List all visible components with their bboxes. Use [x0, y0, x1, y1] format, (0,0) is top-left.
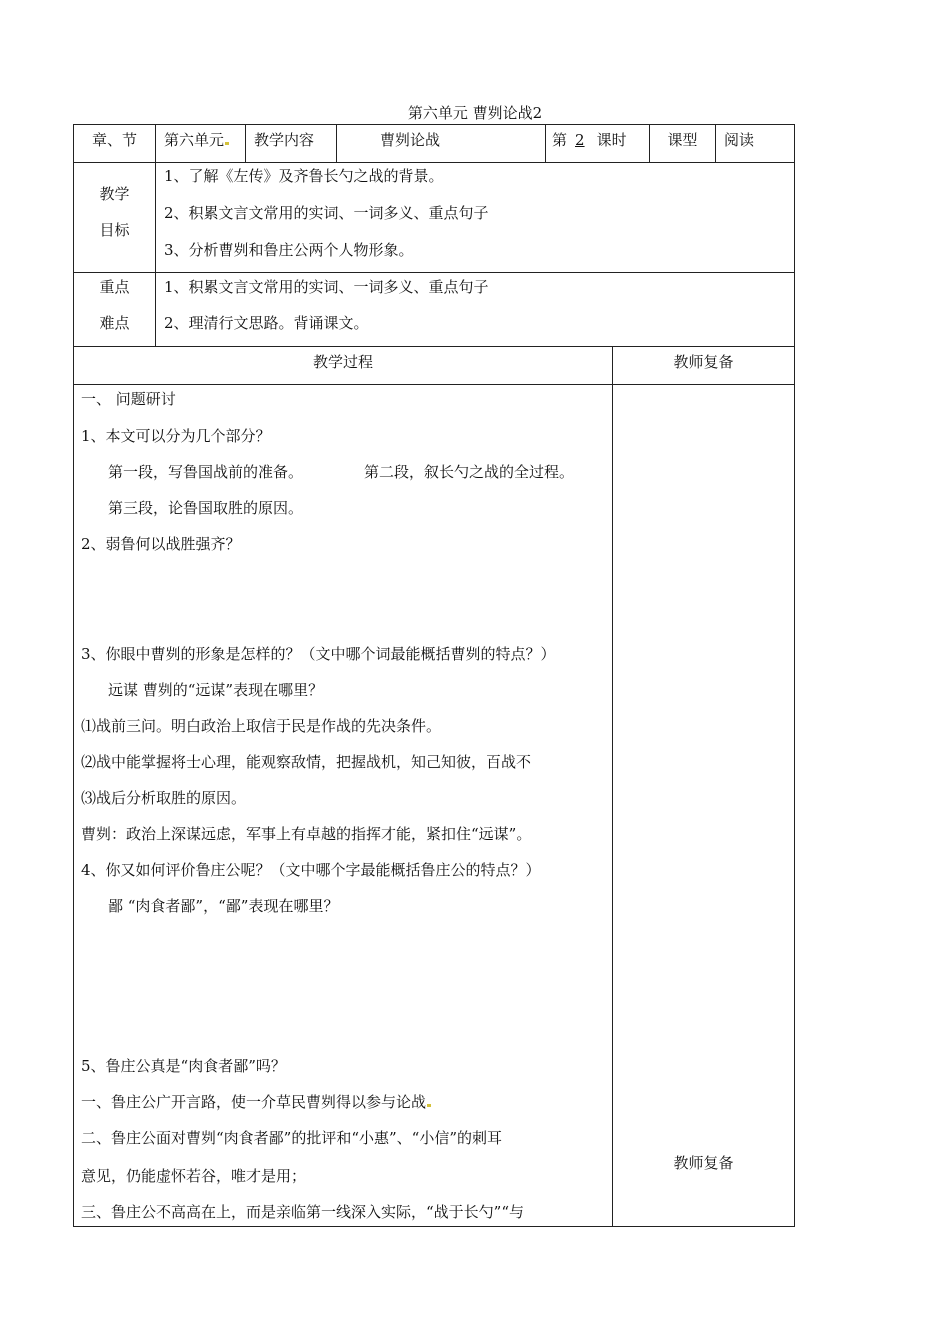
answer-line: 第三段，论鲁国取胜的原因。	[108, 499, 304, 517]
grid-line	[73, 272, 795, 273]
answer-line: 二、鲁庄公面对曹刿“肉食者鄙”的批评和“小惠”、“小信”的刺耳	[81, 1129, 503, 1147]
objective-item: 1、了解《左传》及齐鲁长勺之战的背景。	[164, 167, 444, 185]
objectives-label-2: 目标	[99, 221, 130, 239]
grid-line	[73, 124, 795, 125]
answer-line-text: 一、鲁庄公广开言路，使一介草民曹刿得以参与论战	[81, 1093, 427, 1111]
answer-line: 第二段，叙长勺之战的全过程。	[364, 463, 575, 481]
objective-item: 3、分析曹刿和鲁庄公两个人物形象。	[164, 241, 414, 259]
grid-line	[73, 1226, 795, 1227]
question: 3、你眼中曹刿的形象是怎样的？（文中哪个词最能概括曹刿的特点？）	[81, 645, 556, 663]
grid-line	[545, 124, 546, 162]
grid-line	[73, 384, 795, 385]
grid-line	[794, 124, 795, 1227]
lesson-suffix: 课时	[596, 131, 627, 149]
grid-line	[73, 162, 795, 163]
grid-line	[715, 124, 716, 162]
keypoint-item: 2、理清行文思路。背诵课文。	[164, 314, 369, 332]
edit-mark	[225, 142, 229, 145]
question: 2、弱鲁何以战胜强齐？	[81, 535, 241, 553]
lesson-count	[552, 130, 627, 150]
answer-line	[81, 1092, 431, 1112]
type-value: 阅读	[724, 131, 755, 149]
chapter-label: 章、节	[91, 131, 137, 149]
objectives-label-1: 教学	[99, 185, 130, 203]
edit-mark	[427, 1104, 431, 1107]
answer-line: ⑵战中能掌握将士心理，能观察敌情，把握战机，知己知彼，百战不	[81, 753, 532, 771]
question: 5、鲁庄公真是“肉食者鄙”吗？	[81, 1057, 286, 1075]
question: 4、你又如何评价鲁庄公呢？（文中哪个字最能概括鲁庄公的特点？）	[81, 861, 541, 879]
objective-item: 2、积累文言文常用的实词、一词多义、重点句子	[164, 204, 489, 222]
section-heading: 一、 问题研讨	[81, 390, 176, 408]
grid-line	[612, 346, 613, 1227]
grid-line	[336, 124, 337, 162]
lesson-prefix: 第	[552, 131, 568, 149]
answer-line: ⑴战前三问。明白政治上取信于民是作战的先决条件。	[81, 717, 442, 735]
teacher-review-note: 教师复备	[673, 1154, 734, 1172]
process-header: 教学过程	[312, 353, 373, 371]
answer-line: ⑶战后分析取胜的原因。	[81, 789, 247, 807]
content-label: 教学内容	[254, 131, 315, 149]
content-value: 曹刿论战	[380, 131, 441, 149]
keypoint-item: 1、积累文言文常用的实词、一词多义、重点句子	[164, 278, 489, 296]
grid-line	[155, 272, 156, 346]
answer-line: 第一段，写鲁国战前的准备。	[108, 463, 304, 481]
answer-line: 意见，仍能虚怀若谷，唯才是用；	[81, 1167, 307, 1185]
chapter-value-text: 第六单元	[164, 131, 225, 149]
grid-line	[73, 346, 795, 347]
document-title: 第六单元 曹刿论战2	[407, 104, 543, 122]
chapter-value	[164, 130, 229, 150]
keypoints-label-2: 难点	[99, 314, 130, 332]
answer-line: 鄙 “肉食者鄙”，“鄙”表现在哪里？	[108, 897, 339, 915]
lesson-number: 2	[575, 131, 585, 149]
grid-line	[245, 124, 246, 162]
answer-line: 曹刿：政治上深谋远虑，军事上有卓越的指挥才能，紧扣住“远谋”。	[81, 825, 532, 843]
teacher-review-header: 教师复备	[673, 353, 734, 371]
grid-line	[155, 124, 156, 272]
type-label: 课型	[667, 131, 698, 149]
answer-line: 远谋 曹刿的“远谋”表现在哪里？	[108, 681, 324, 699]
question: 1、本文可以分为几个部分？	[81, 427, 271, 445]
keypoints-label-1: 重点	[99, 278, 130, 296]
answer-line: 三、鲁庄公不高高在上，而是亲临第一线深入实际，“战于长勺”“与	[81, 1203, 525, 1221]
